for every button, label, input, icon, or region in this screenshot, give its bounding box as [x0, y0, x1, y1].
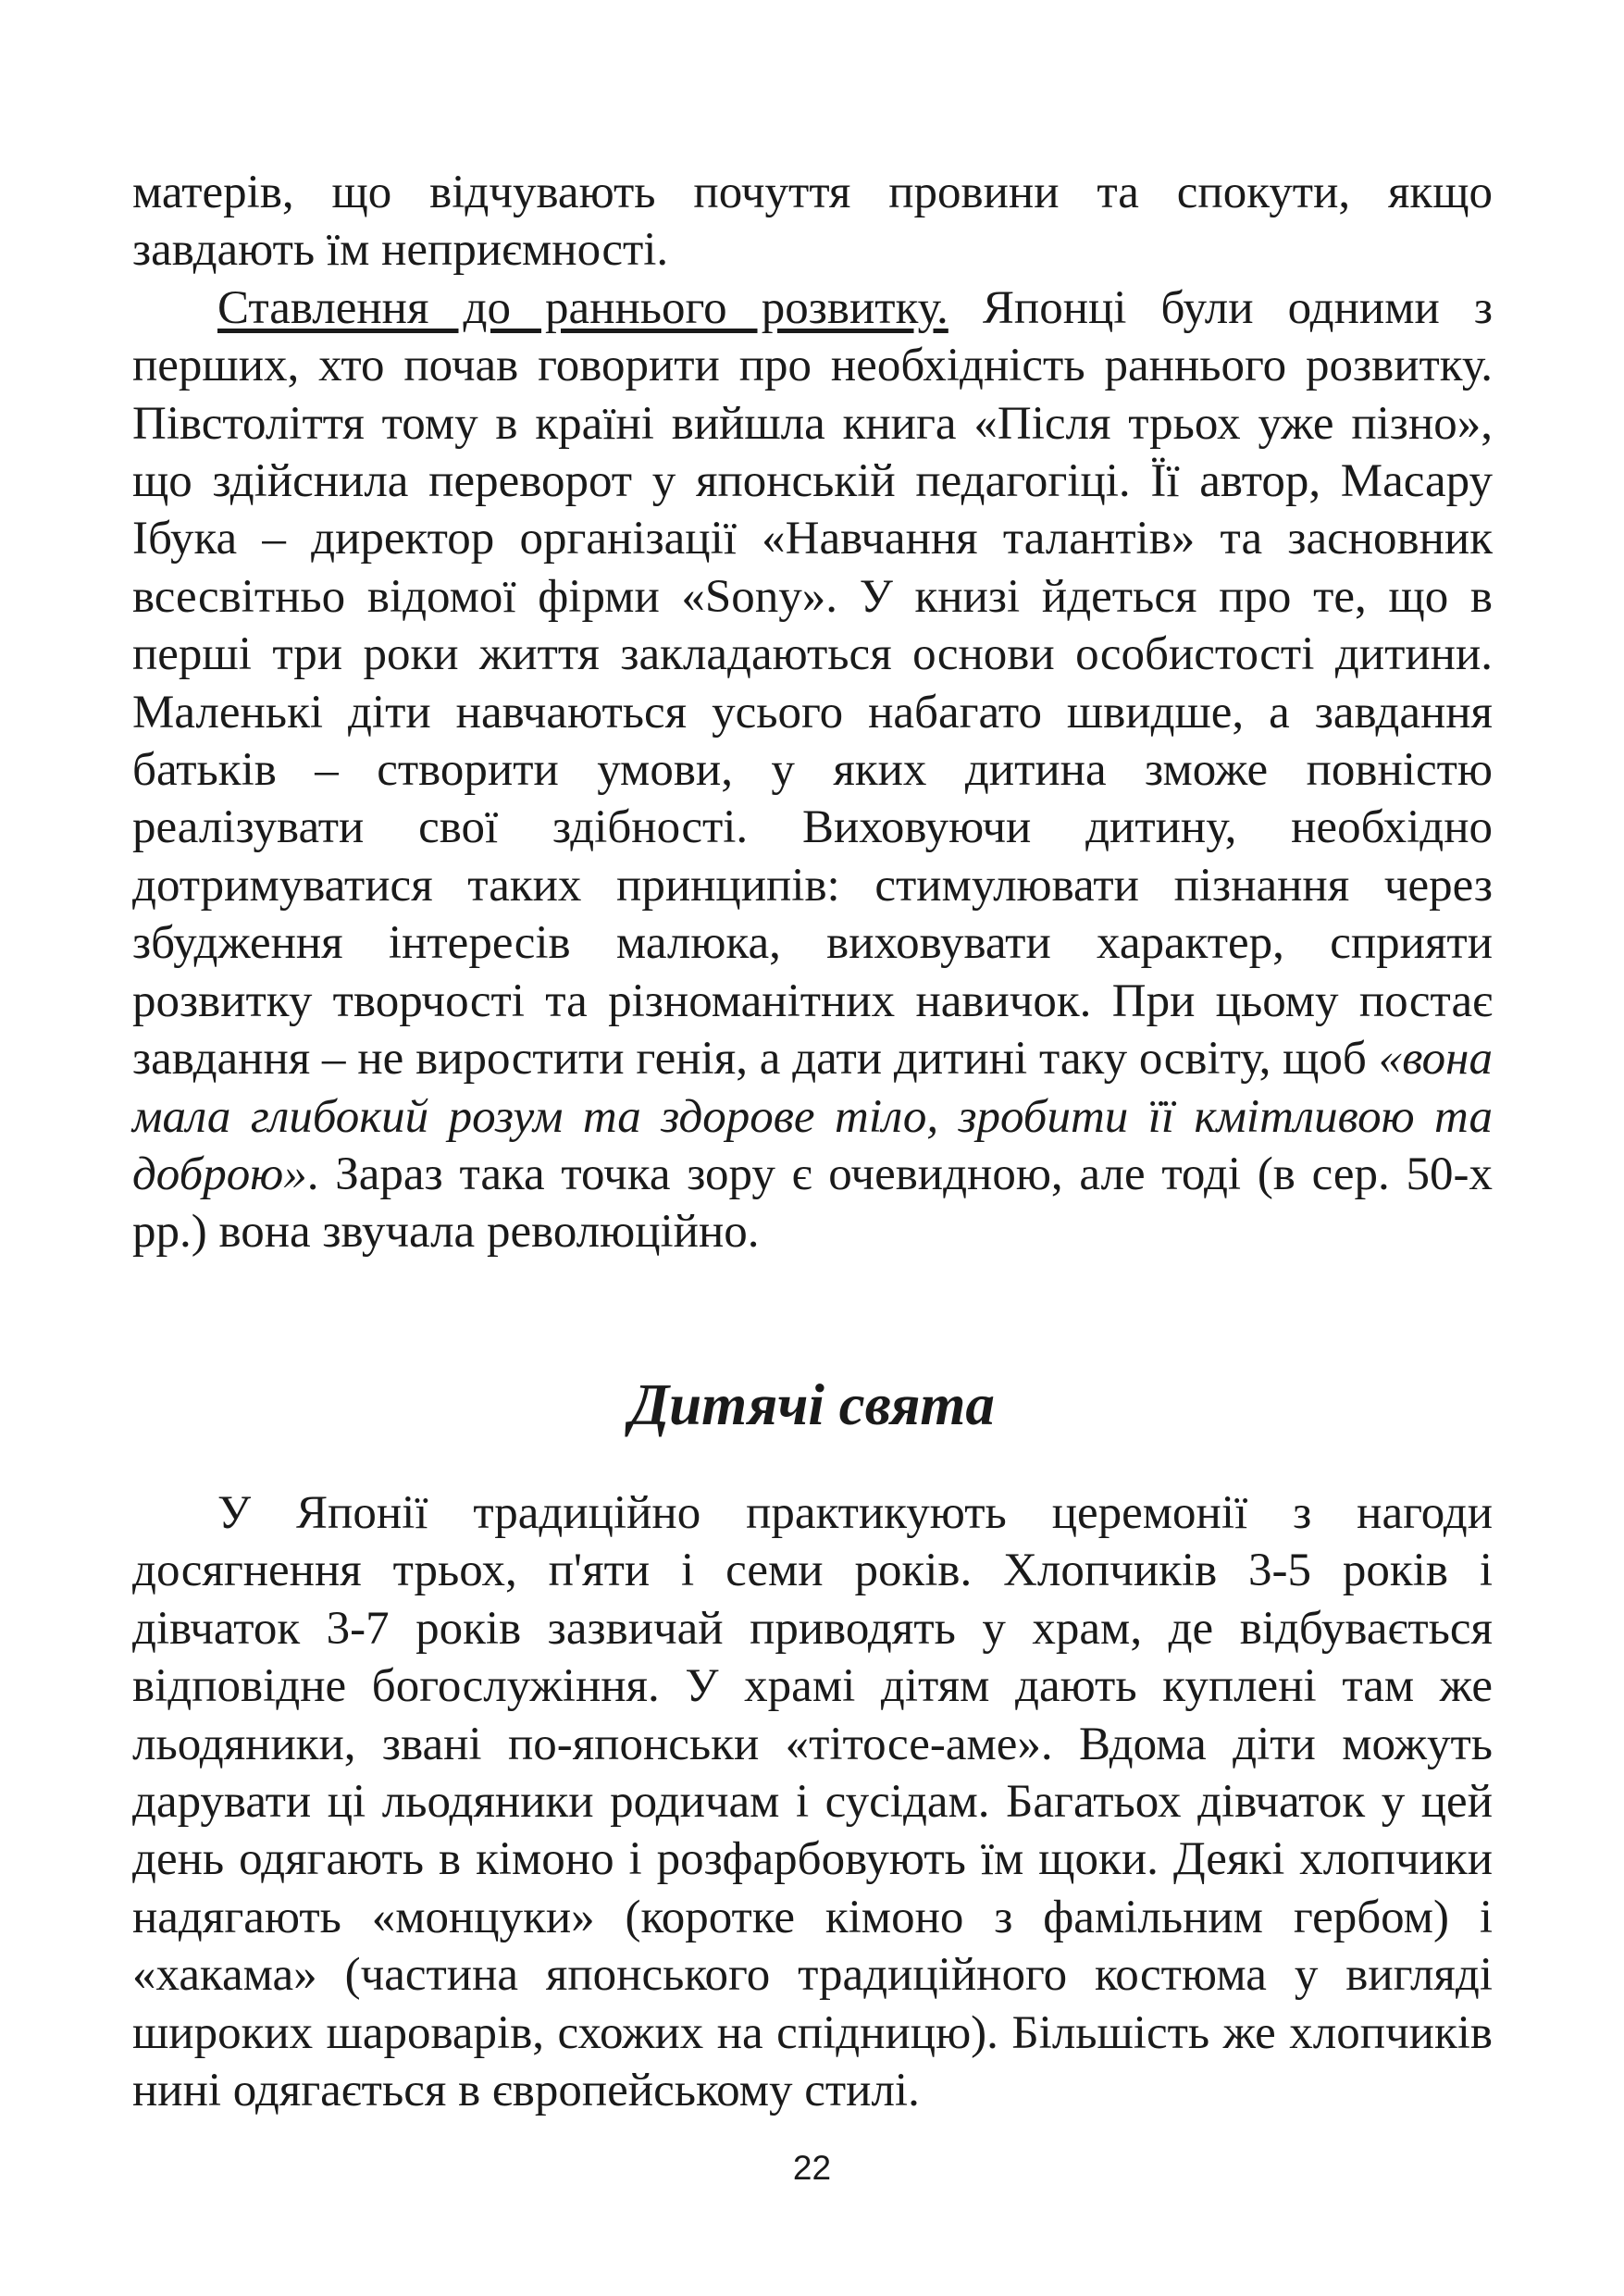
page-number: 22: [792, 2149, 832, 2187]
paragraph-childrens-holidays: У Японії традиційно практикують церемонії з нагоди досягнення трьох, п'яти і семи років. Хлопчиків 3-5 років і дівчаток 3-7 років зазвичай приводять у храм, де відбувається відповідне богослужіння. У храмі дітям дають куплені там же льодяники, звані по-японськи «тітосе-аме». Вдома діти можуть дарувати ці льодяники родичам і сусідам. Багатьох дівчаток у цей день одягають в кімоно і розфарбовують їм щоки. Деякі хлопчики надягають «монцуки» (коротке кімоно з фамільним гербом) і «хакама» (частина японського традиційного костюма у вигляді широких шароварів, схожих на спідницю). Більшість же хлопчиків нині одягається в європейському стилі.: [132, 1487, 1493, 2117]
paragraph-run-in-heading: Ставлення до раннього розвитку.: [217, 281, 948, 334]
italic-quote: «вона мала глибокий розум та здорове тіло, зробити її кмітливою та доброю»: [132, 1033, 1493, 1200]
paragraph-continuation: матерів, що відчувають почуття провини та спокути, якщо завдають їм неприємності.: [132, 167, 1493, 277]
paragraph-early-development: [132, 279, 1493, 1261]
section-heading: Дитячі свята: [629, 1372, 995, 1437]
text-block-early-development: [132, 164, 1493, 1261]
paragraph-body-text: Японці були одними з перших, хто почав говорити про необхідність раннього розвитку. Півстоліття тому в країні вийшла книга «Після трьох уже пізно», що здійснила переворот у японській педагогіці. Її автор, Масару Ібука – директор організації «Навчання талантів» та засновник всесвітньо відомої фірми «Sony». У книзі йдеться про те, що в перші три роки життя закладаються основи особистості дитини. Маленькі діти навчаються усього набагато швидше, а завдання батьків – створити умови, у яких дитина зможе повністю реалізувати свої здібності. Виховуючи дитину, необхідно дотримуватися таких принципів: стимулювати пізнання через збудження інтересів малюка, виховувати характер, сприяти розвитку творчості та різноманітних навичок. При цьому постає завдання – не виростити генія, а дати дитині таку освіту, щоб: [132, 281, 1494, 1086]
paragraph-closing-text: . Зараз така точка зору є очевидною, але тоді (в сер. 50-х рр.) вона звучала революційно.: [132, 1148, 1493, 1259]
text-block-childrens-holidays: [132, 1484, 1493, 2119]
